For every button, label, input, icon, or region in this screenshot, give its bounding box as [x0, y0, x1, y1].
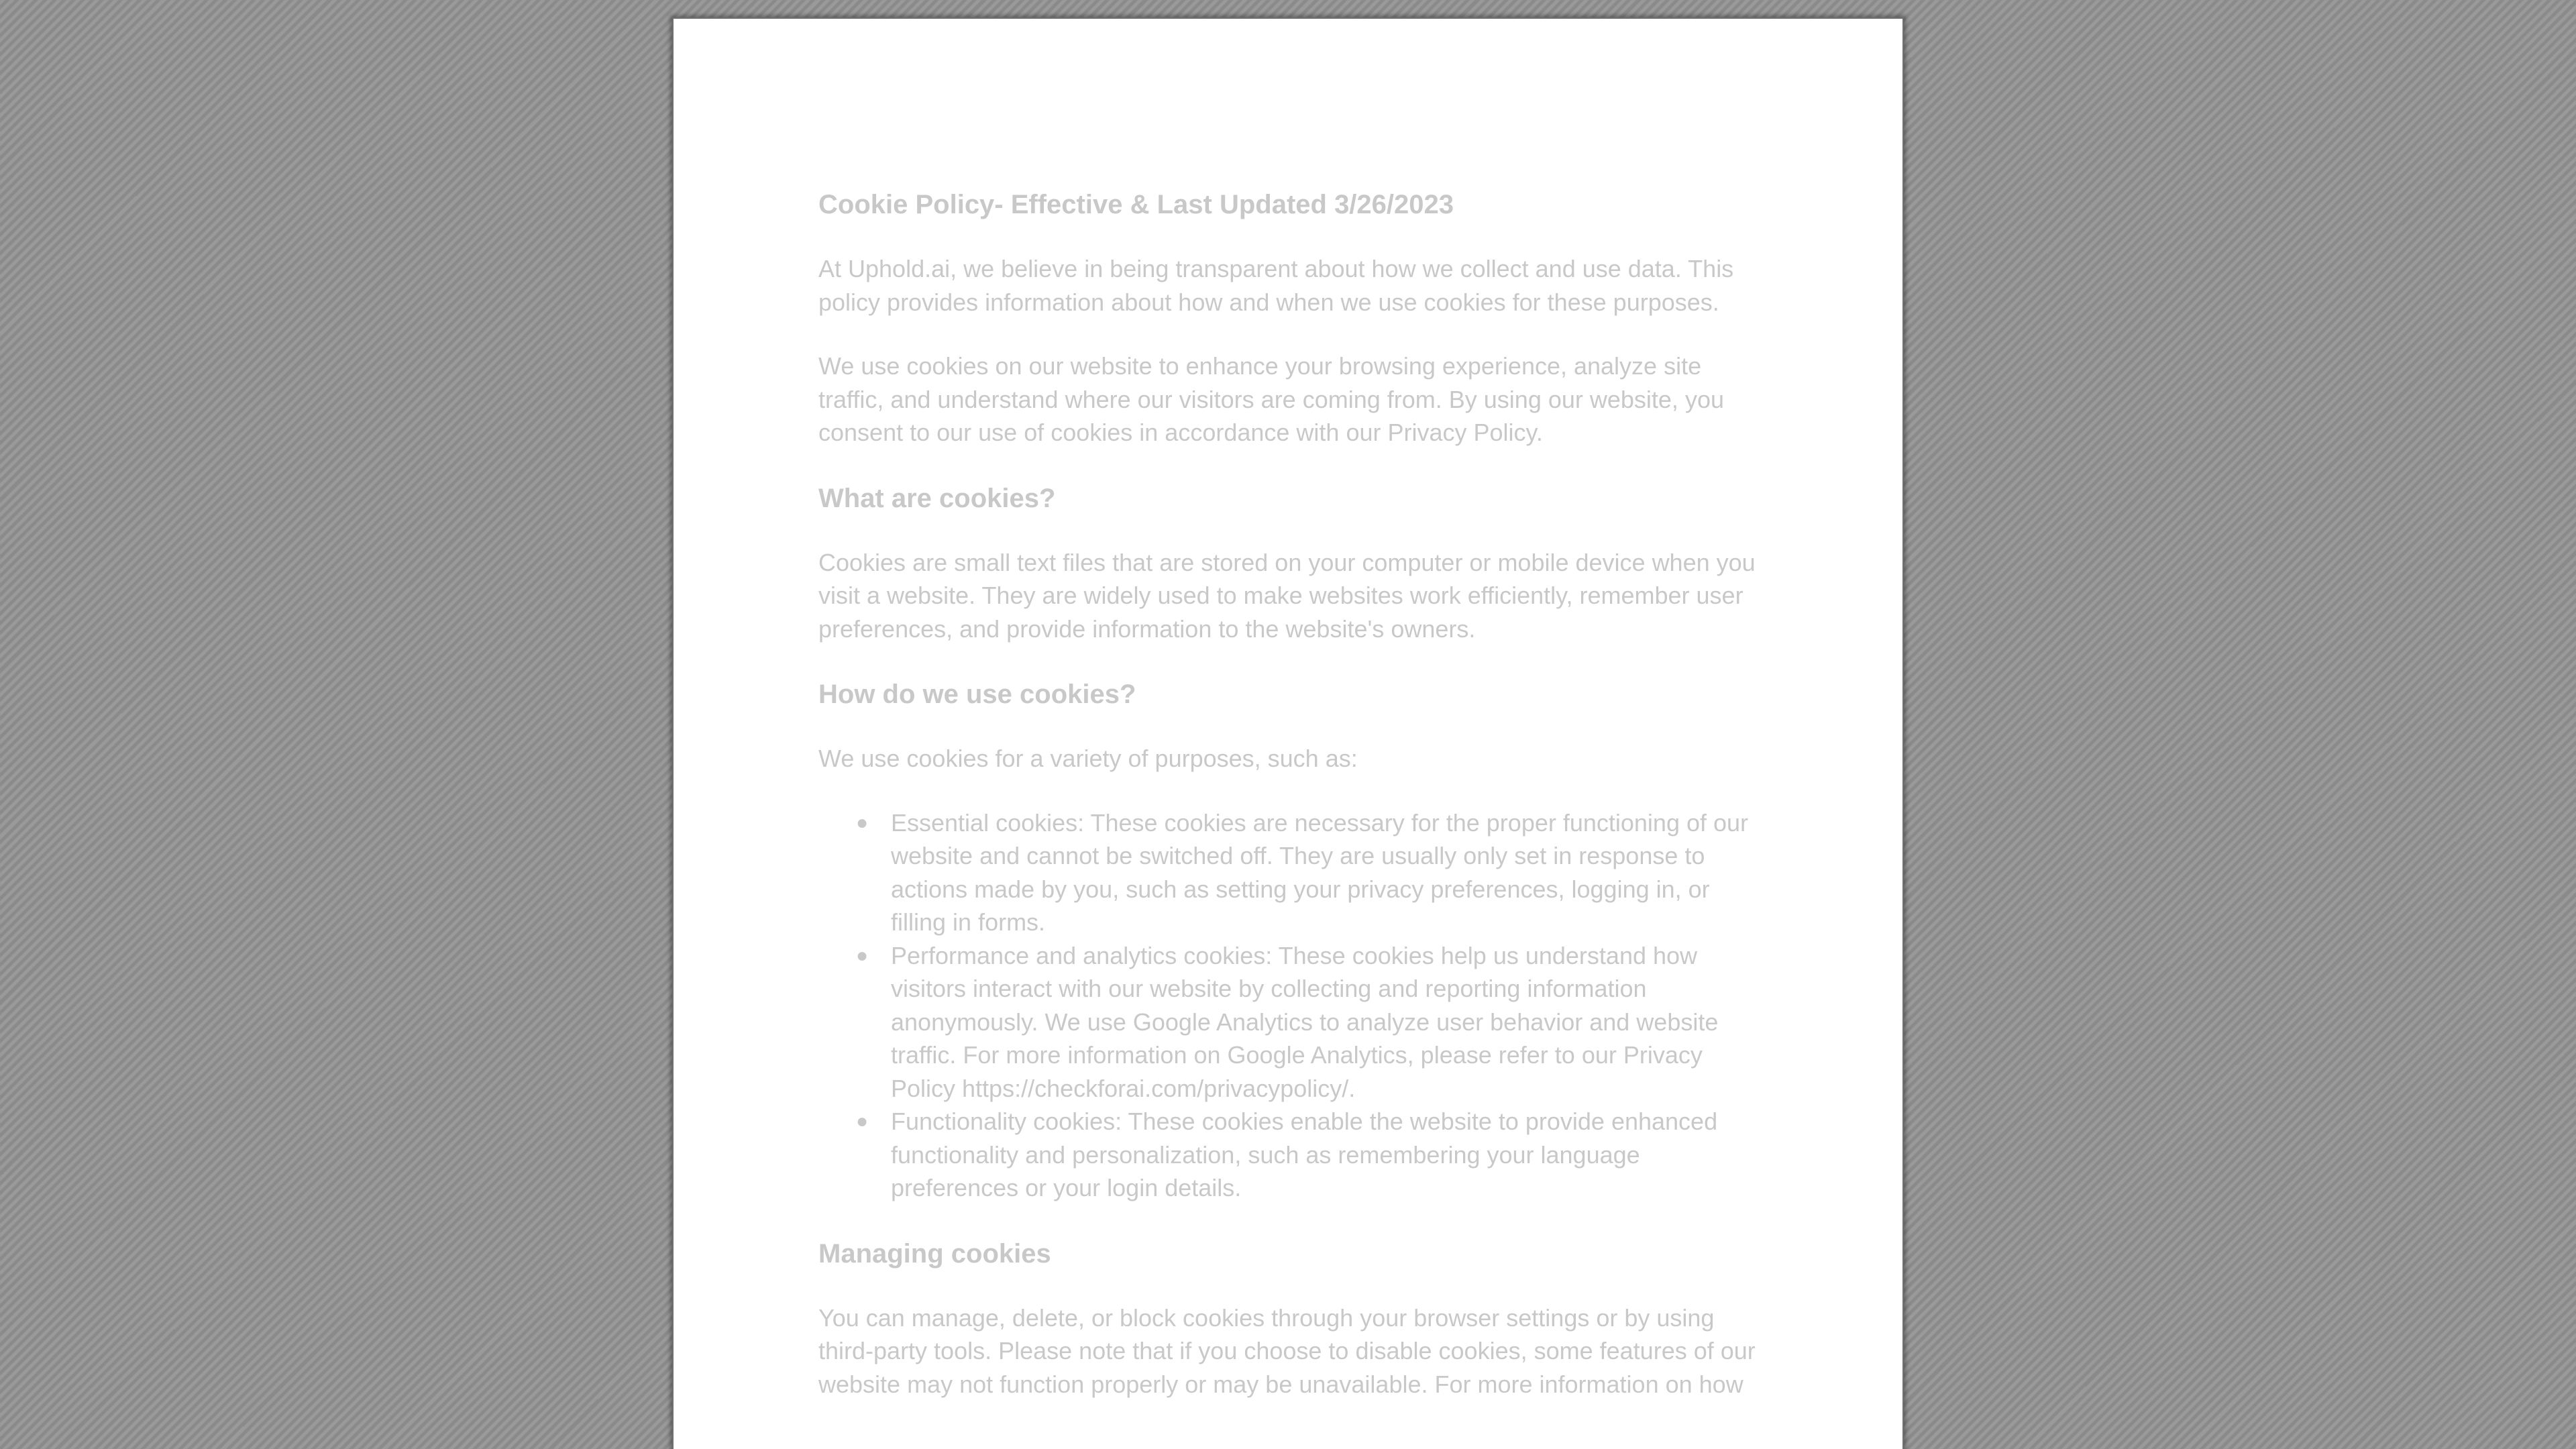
intro-paragraph-1: At Uphold.ai, we believe in being transparent about how we collect and use data. This policy provides information about how and when we use cookies for these purposes.: [818, 255, 1734, 316]
document-content: [818, 186, 1771, 1432]
section-heading-what-are-cookies: What are cookies?: [818, 483, 1056, 513]
bullet-icon: ●: [856, 944, 869, 967]
list-item-text: Performance and analytics cookies: These cookies help us understand how visitors interact with our website by collecting and reporting information anonymously. We use Google Analytics to analyze user behavior and website traffic. For more information on Google Analytics, please refer to our Privacy Policy https://checkforai.com/privacypolicy/.: [891, 941, 1719, 1102]
section-heading-how-we-use-cookies: How do we use cookies?: [818, 680, 1136, 709]
list-item-text: Essential cookies: These cookies are necessary for the proper functioning of our website and cannot be switched off. They are usually only set in response to actions made by you, such as setting your privacy preferences, logging in, or filling in forms.: [891, 808, 1749, 936]
section-body-what-are-cookies: Cookies are small text files that are stored on your computer or mobile device when you visit a website. They are widely used to make websites work efficiently, remember user preferences, and provide information to the website's owners.: [818, 548, 1756, 643]
bullet-icon: ●: [856, 1110, 869, 1132]
section-body-how-we-use-cookies: We use cookies for a variety of purposes, such as:: [818, 745, 1358, 772]
section-heading-managing-cookies: Managing cookies: [818, 1238, 1051, 1269]
document-page: [672, 17, 1904, 1449]
intro-paragraph-2: We use cookies on our website to enhance your browsing experience, analyze site traffic, and understand where our visitors are coming from. By using our website, you consent to our use of cookies in accordance with our Privacy Policy.: [818, 352, 1724, 446]
list-item-performance-cookies: [856, 939, 1771, 1106]
cookie-types-list: [818, 806, 1771, 1205]
bullet-icon: ●: [856, 811, 869, 834]
list-item-essential-cookies: [856, 806, 1771, 939]
list-item-functionality-cookies: [856, 1105, 1771, 1205]
document-title: Cookie Policy- Effective & Last Updated 3/26/2023: [818, 190, 1454, 219]
list-item-text: Functionality cookies: These cookies enable the website to provide enhanced functionality and personalization, such as remembering your language preferences or your login details.: [891, 1108, 1718, 1201]
section-body-managing-cookies: You can manage, delete, or block cookies through your browser settings or by using third-party tools. Please note that if you choose to disable cookies, some features of our website may not function properly or may be unavailable. For more information on how: [818, 1303, 1756, 1398]
